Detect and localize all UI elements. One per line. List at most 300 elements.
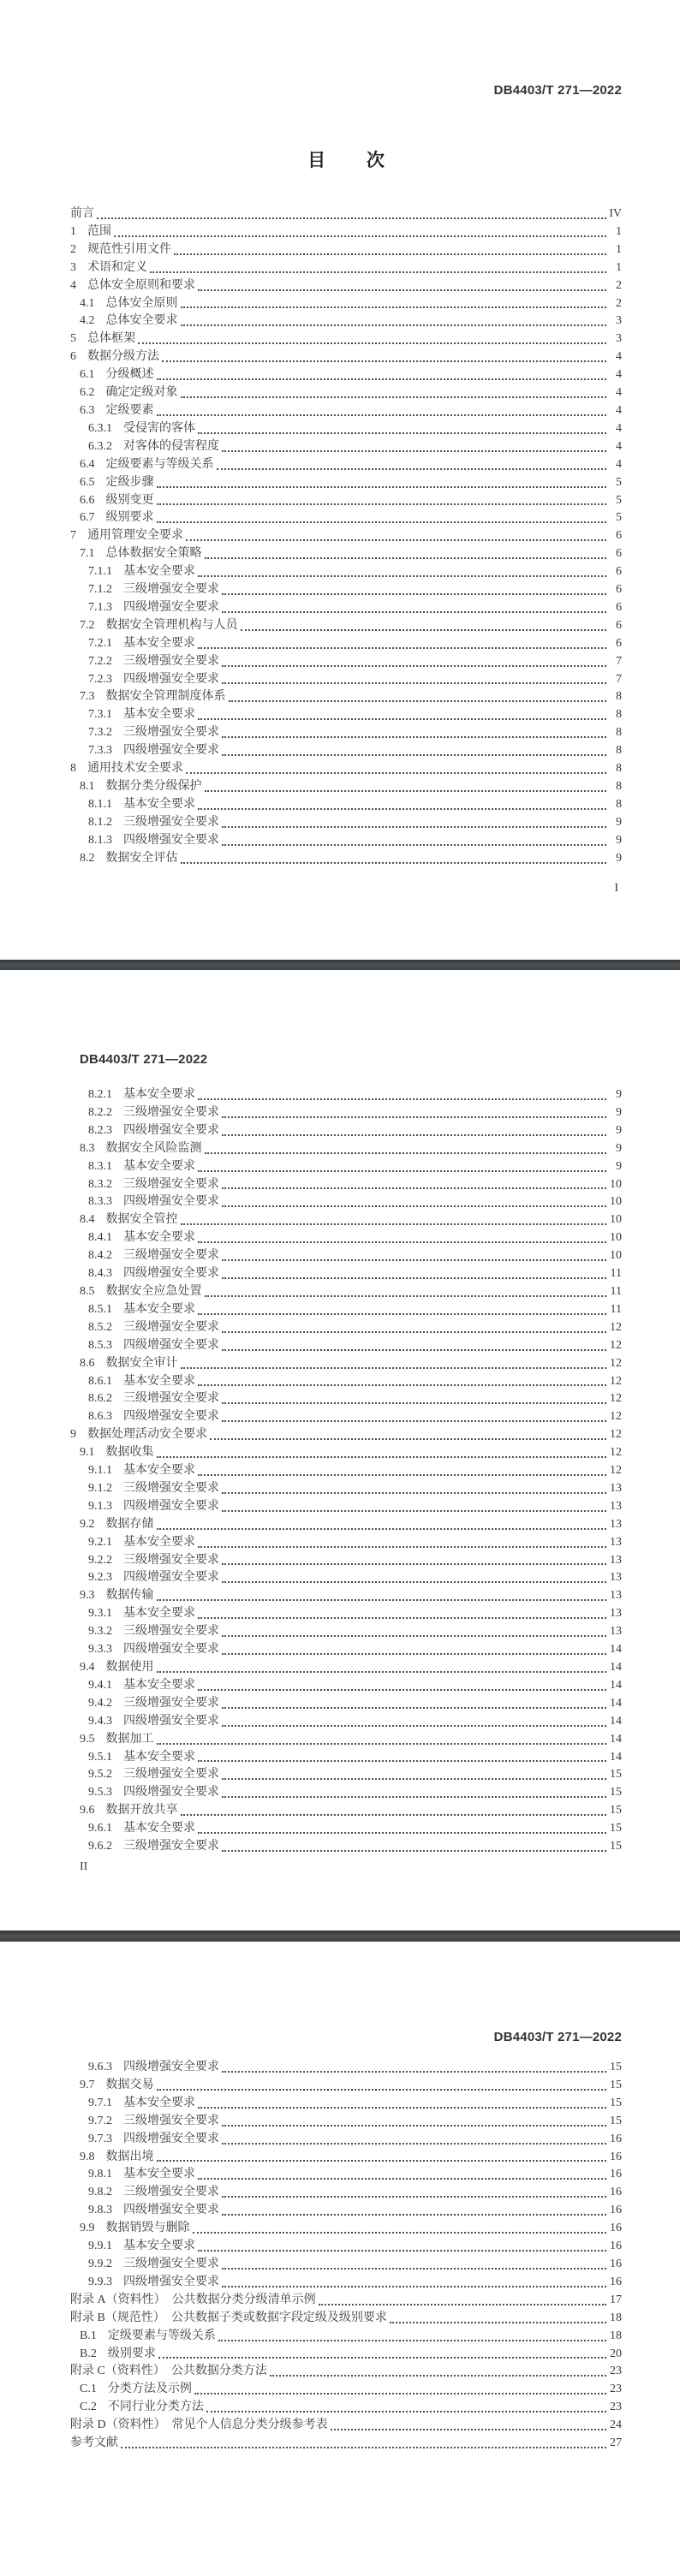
toc-entry-page: 11 <box>610 1267 622 1281</box>
toc-entry[interactable] <box>70 2220 622 2238</box>
toc-entry-page: 13 <box>610 1553 622 1567</box>
toc-entry-label: 数据收集 <box>105 1446 154 1460</box>
toc-leader-dots <box>319 2304 606 2305</box>
toc-entry-number: 6.6 <box>80 493 95 507</box>
toc-leader-dots <box>158 2357 606 2359</box>
toc-entry-number: 4 <box>70 278 76 292</box>
toc-entry[interactable] <box>70 545 622 563</box>
toc-entry[interactable] <box>70 2113 622 2131</box>
toc-entry[interactable] <box>70 384 622 402</box>
toc-entry[interactable] <box>70 1086 622 1104</box>
toc-entry-number: 9.5.1 <box>88 1750 112 1764</box>
toc-entry-number: 9.5.2 <box>88 1768 112 1782</box>
toc-entry[interactable] <box>70 671 622 689</box>
toc-entry-page: 15 <box>610 2061 622 2073</box>
toc-entry-label: 附录 A（资料性） 公共数据分类分级清单示例 <box>70 2293 316 2306</box>
toc-entry[interactable] <box>70 778 622 796</box>
toc-entry[interactable] <box>70 2346 622 2364</box>
toc-entry[interactable] <box>70 760 622 778</box>
toc-leader-dots <box>198 1098 606 1100</box>
toc-entry-page: 10 <box>610 1231 622 1245</box>
toc-entry-page: 8 <box>616 797 622 811</box>
toc-leader-dots <box>186 539 606 541</box>
toc-leader-dots <box>198 2107 606 2109</box>
toc-leader-dots <box>222 1116 606 1118</box>
toc-entry[interactable] <box>70 295 622 313</box>
toc-entry-number: B.2 <box>80 2347 97 2360</box>
toc-leader-dots <box>222 1796 606 1798</box>
toc-entry[interactable] <box>70 1677 622 1695</box>
toc-entry[interactable] <box>70 1820 622 1838</box>
toc-entry[interactable] <box>70 492 622 510</box>
toc-entry[interactable] <box>70 1534 622 1552</box>
toc-leader-dots <box>181 862 607 864</box>
toc-entry-page: 13 <box>610 1535 622 1549</box>
toc-entry-number: 8.1 <box>80 780 95 793</box>
toc-entry[interactable] <box>70 2095 622 2113</box>
toc-entry[interactable] <box>70 2077 622 2095</box>
toc-entry[interactable] <box>70 1516 622 1534</box>
toc-entry-number: 9.1 <box>80 1446 95 1460</box>
toc-entry[interactable] <box>70 474 622 492</box>
toc-entry-number: 9.1.3 <box>88 1499 112 1513</box>
toc-list <box>70 2059 622 2453</box>
toc-entry-number: B.1 <box>80 2329 97 2342</box>
toc-leader-dots <box>222 2143 606 2145</box>
toc-entry-number: 9.9 <box>80 2222 95 2235</box>
toc-leader-dots <box>114 235 606 237</box>
toc-entry-page: 13 <box>610 1589 622 1603</box>
page-number: II <box>80 1860 88 1873</box>
toc-entry[interactable] <box>70 617 622 635</box>
toc-entry[interactable] <box>70 581 622 599</box>
toc-entry[interactable] <box>70 2256 622 2274</box>
toc-entry-number: 9.2.1 <box>88 1535 112 1549</box>
toc-entry-page: 11 <box>610 1302 622 1316</box>
toc-entry[interactable] <box>70 1229 622 1247</box>
toc-entry[interactable] <box>70 1802 622 1820</box>
toc-leader-dots <box>206 2411 606 2412</box>
toc-leader-dots <box>222 611 606 613</box>
toc-entry-page: 13 <box>610 1607 622 1621</box>
toc-entry-page: 16 <box>610 2257 622 2270</box>
toc-entry-label: 四级增强安全要求 <box>123 1267 219 1281</box>
toc-entry[interactable] <box>70 1337 622 1355</box>
toc-entry-page: 16 <box>610 2150 622 2163</box>
toc-leader-dots <box>222 665 606 667</box>
toc-entry[interactable] <box>70 2184 622 2202</box>
toc-entry-label: 定级要素 <box>105 403 154 417</box>
toc-entry-number: 7.1.1 <box>88 565 112 579</box>
toc-entry-number: 9.3.3 <box>88 1643 112 1657</box>
toc-leader-dots <box>181 396 607 398</box>
toc-entry-number: 9.1.1 <box>88 1464 112 1478</box>
toc-entry-label: 三级增强安全要求 <box>123 2186 219 2199</box>
toc-entry[interactable] <box>70 814 622 832</box>
toc-entry[interactable] <box>70 1265 622 1283</box>
toc-entry[interactable] <box>70 1283 622 1301</box>
toc-entry[interactable] <box>70 1390 622 1408</box>
toc-entry[interactable] <box>70 832 622 850</box>
toc-entry-label: 四级增强安全要求 <box>123 1714 219 1728</box>
toc-entry-number: 6.1 <box>80 368 95 382</box>
toc-entry-page: 18 <box>610 2311 622 2324</box>
toc-entry-page: 13 <box>610 1481 622 1495</box>
toc-entry-label: 分类方法及示例 <box>107 2383 192 2396</box>
toc-leader-dots <box>222 450 606 452</box>
toc-entry-page: 9 <box>616 1088 622 1101</box>
toc-entry[interactable] <box>70 509 622 527</box>
toc-entry[interactable] <box>70 1838 622 1856</box>
toc-leader-dots <box>186 772 606 774</box>
toc-entry-page: 4 <box>616 421 622 435</box>
toc-leader-dots <box>198 1832 606 1834</box>
toc-entry[interactable] <box>70 1176 622 1194</box>
toc-leader-dots <box>222 1205 606 1207</box>
toc-entry[interactable] <box>70 1462 622 1480</box>
toc-entry-number: 7.3.2 <box>88 726 112 740</box>
toc-entry-label: 总体安全原则 <box>105 296 178 310</box>
toc-entry[interactable] <box>70 1122 622 1140</box>
toc-entry-page: 10 <box>610 1213 622 1227</box>
toc-entry-page: 9 <box>616 1123 622 1137</box>
toc-entry[interactable] <box>70 1444 622 1462</box>
toc-entry[interactable] <box>70 688 622 706</box>
toc-entry-page: 1 <box>616 260 622 274</box>
toc-entry-label: 四级增强安全要求 <box>123 672 219 686</box>
toc-entry-number: 8.2 <box>80 851 95 865</box>
toc-entry-page: 3 <box>616 314 622 328</box>
toc-entry[interactable] <box>70 1695 622 1713</box>
toc-entry[interactable] <box>70 527 622 545</box>
toc-entry[interactable] <box>70 2363 622 2381</box>
toc-entry-page: IV <box>609 207 622 220</box>
toc-entry-page: 16 <box>610 2168 622 2181</box>
toc-entry[interactable] <box>70 2149 622 2167</box>
toc-entry-label: 级别要求 <box>107 2347 156 2360</box>
toc-entry[interactable] <box>70 1749 622 1767</box>
page-header-standard-number: DB4403/T 271—2022 <box>493 2030 622 2044</box>
toc-entry-label: 三级增强安全要求 <box>123 1553 219 1567</box>
toc-entry[interactable] <box>70 1319 622 1337</box>
toc-entry-page: 10 <box>610 1195 622 1209</box>
toc-entry-number: 9.7.3 <box>88 2132 112 2145</box>
toc-leader-dots <box>270 2375 606 2377</box>
toc-entry-page: 5 <box>616 511 622 525</box>
toc-entry-page: 16 <box>610 2222 622 2235</box>
toc-leader-dots <box>181 1367 607 1369</box>
toc-entry-page: 23 <box>610 2365 622 2378</box>
toc-entry-label: 三级增强安全要求 <box>123 1392 219 1406</box>
toc-leader-dots <box>157 1456 607 1458</box>
toc-entry-label: 总体安全原则和要求 <box>87 278 195 292</box>
toc-entry-label: 基本安全要求 <box>123 1159 195 1173</box>
toc-entry-label: 基本安全要求 <box>123 1678 195 1692</box>
toc-entry[interactable] <box>70 438 622 456</box>
toc-entry-page: 12 <box>610 1392 622 1406</box>
toc-entry[interactable] <box>70 1211 622 1229</box>
toc-entry-page: 12 <box>610 1356 622 1370</box>
toc-entry[interactable] <box>70 635 622 653</box>
toc-entry-number: 8.4.3 <box>88 1267 112 1281</box>
toc-entry-label: 三级增强安全要求 <box>123 1249 219 1263</box>
toc-entry-page: 8 <box>616 726 622 740</box>
toc-entry-page: 14 <box>610 1750 622 1764</box>
toc-entry[interactable] <box>70 1587 622 1605</box>
toc-leader-dots <box>157 2160 607 2162</box>
toc-entry-number: 9.7.1 <box>88 2096 112 2109</box>
toc-entry-label: 总体框架 <box>87 332 135 346</box>
toc-leader-dots <box>222 1349 606 1351</box>
toc-entry[interactable] <box>70 456 622 474</box>
toc-entry-page: 16 <box>610 2186 622 2199</box>
toc-entry-label: 四级增强安全要求 <box>123 1123 219 1137</box>
toc-entry[interactable] <box>70 1552 622 1570</box>
toc-entry[interactable] <box>70 2381 622 2399</box>
toc-entry-label: 四级增强安全要求 <box>123 833 219 847</box>
toc-entry-label: 数据存储 <box>105 1517 154 1531</box>
toc-entry[interactable] <box>70 277 622 295</box>
toc-leader-dots <box>157 414 607 416</box>
toc-entry-label: 基本安全要求 <box>123 1374 195 1388</box>
toc-entry-label: 基本安全要求 <box>123 2240 195 2253</box>
toc-entry-number: 6.5 <box>80 475 95 489</box>
toc-entry-number: 8.3 <box>80 1141 95 1155</box>
toc-leader-dots <box>198 1617 606 1619</box>
toc-entry[interactable] <box>70 563 622 581</box>
toc-entry-page: 14 <box>610 1732 622 1746</box>
toc-entry-number: 3 <box>70 260 76 274</box>
toc-leader-dots <box>222 1259 606 1261</box>
toc-entry-label: 四级增强安全要求 <box>123 1338 219 1352</box>
toc-entry[interactable] <box>70 1408 622 1426</box>
toc-entry-page: 6 <box>616 565 622 579</box>
page-header-standard-number: DB4403/T 271—2022 <box>493 83 622 98</box>
toc-entry[interactable] <box>70 1731 622 1749</box>
toc-entry-label: 数据加工 <box>105 1732 154 1746</box>
toc-entry[interactable] <box>70 223 622 241</box>
toc-entry[interactable] <box>70 312 622 330</box>
toc-leader-dots <box>222 682 606 684</box>
toc-entry-label: 确定定级对象 <box>105 386 178 400</box>
toc-entry-label: 三级增强安全要求 <box>123 1840 219 1853</box>
toc-entry[interactable] <box>70 2292 622 2310</box>
toc-entry-label: 三级增强安全要求 <box>123 1696 219 1710</box>
toc-entry[interactable] <box>70 1355 622 1373</box>
toc-entry[interactable] <box>70 1301 622 1319</box>
toc-entry-number: 8.1.3 <box>88 833 112 847</box>
toc-entry-number: 6.4 <box>80 457 95 471</box>
toc-entry[interactable] <box>70 2202 622 2220</box>
toc-entry[interactable] <box>70 330 622 348</box>
toc-entry[interactable] <box>70 1605 622 1623</box>
toc-leader-dots <box>222 1492 606 1494</box>
toc-entry-number: 8.2.1 <box>88 1088 112 1101</box>
toc-leader-dots <box>205 1152 607 1154</box>
toc-entry[interactable] <box>70 2417 622 2435</box>
toc-entry-number: 7.2.3 <box>88 672 112 686</box>
toc-entry-label: 数据安全评估 <box>105 851 178 865</box>
toc-entry-number: 8.4.2 <box>88 1249 112 1263</box>
toc-leader-dots <box>198 432 606 434</box>
toc-entry[interactable] <box>70 1713 622 1731</box>
toc-entry-number: 6.7 <box>80 511 95 525</box>
toc-entry-number: 8.5 <box>80 1284 95 1298</box>
toc-entry[interactable] <box>70 1480 622 1498</box>
toc-entry-page: 14 <box>610 1696 622 1710</box>
toc-entry[interactable] <box>70 1373 622 1391</box>
toc-leader-dots <box>222 1510 606 1512</box>
toc-entry[interactable] <box>70 2310 622 2328</box>
toc-entry[interactable] <box>70 420 622 438</box>
toc-entry[interactable] <box>70 742 622 760</box>
toc-entry[interactable] <box>70 724 622 742</box>
toc-entry-label: 四级增强安全要求 <box>123 1410 219 1424</box>
toc-entry-number: 9.8.2 <box>88 2186 112 2199</box>
toc-entry-page: 16 <box>610 2132 622 2145</box>
toc-entry[interactable] <box>70 2238 622 2256</box>
toc-entry[interactable] <box>70 1498 622 1516</box>
toc-entry[interactable] <box>70 1623 622 1641</box>
toc-entry-page: 9 <box>616 815 622 829</box>
toc-entry[interactable] <box>70 2435 622 2453</box>
toc-entry-label: 不同行业分类方法 <box>107 2400 204 2414</box>
toc-entry-page: 12 <box>610 1464 622 1478</box>
toc-entry[interactable] <box>70 1247 622 1265</box>
toc-entry[interactable] <box>70 2399 622 2417</box>
toc-entry[interactable] <box>70 1193 622 1211</box>
toc-entry[interactable] <box>70 599 622 617</box>
toc-entry-page: 14 <box>610 1661 622 1674</box>
toc-entry[interactable] <box>70 2131 622 2149</box>
toc-entry-number: 8.3.1 <box>88 1159 112 1173</box>
toc-entry-page: 9 <box>616 1141 622 1155</box>
toc-entry-number: 7.2 <box>80 618 95 632</box>
toc-entry[interactable] <box>70 706 622 724</box>
page-number: I <box>614 882 618 895</box>
toc-leader-dots <box>150 271 606 273</box>
toc-entry[interactable] <box>70 1140 622 1158</box>
toc-entry-page: 14 <box>610 1714 622 1728</box>
toc-leader-dots <box>222 593 606 595</box>
toc-entry[interactable] <box>70 366 622 384</box>
toc-entry-label: 基本安全要求 <box>123 1464 195 1478</box>
toc-entry-label: 基本安全要求 <box>123 565 195 579</box>
toc-entry[interactable] <box>70 850 622 868</box>
toc-entry-number: C.2 <box>80 2400 97 2414</box>
toc-entry-number: 9.9.3 <box>88 2275 112 2288</box>
toc-leader-dots <box>198 718 606 720</box>
toc-entry-number: 8.2.2 <box>88 1105 112 1119</box>
toc-entry[interactable] <box>70 2059 622 2077</box>
toc-entry[interactable] <box>70 402 622 420</box>
toc-entry[interactable] <box>70 2274 622 2292</box>
toc-entry-page: 12 <box>610 1374 622 1388</box>
toc-entry[interactable] <box>70 1158 622 1176</box>
toc-entry-label: 三级增强安全要求 <box>123 1177 219 1191</box>
toc-entry[interactable] <box>70 1641 622 1659</box>
toc-entry-number: 9.3.2 <box>88 1625 112 1639</box>
toc-entry[interactable] <box>70 241 622 259</box>
toc-entry-number: 8.1.1 <box>88 797 112 811</box>
toc-entry-page: 1 <box>616 242 622 256</box>
toc-entry-page: 4 <box>616 386 622 400</box>
toc-entry[interactable] <box>70 796 622 814</box>
toc-leader-dots <box>222 1187 606 1189</box>
toc-entry-number: 8.3.2 <box>88 1177 112 1191</box>
toc-entry-number: 5 <box>70 332 76 346</box>
toc-entry-label: 级别要求 <box>105 511 154 525</box>
toc-leader-dots <box>222 2125 606 2127</box>
toc-entry[interactable] <box>70 1104 622 1122</box>
toc-entry[interactable] <box>70 1426 622 1444</box>
toc-entry-label: 数据传输 <box>105 1589 154 1603</box>
toc-page-2 <box>0 970 680 1931</box>
toc-entry-number: 8.5.3 <box>88 1338 112 1352</box>
toc-leader-dots <box>162 360 606 362</box>
toc-entry-page: 15 <box>610 2096 622 2109</box>
page-separator <box>0 960 680 970</box>
toc-entry-number: 9.2.2 <box>88 1553 112 1567</box>
toc-leader-dots <box>198 1313 606 1315</box>
toc-entry-label: 三级增强安全要求 <box>123 1625 219 1639</box>
toc-entry[interactable] <box>70 205 622 223</box>
toc-page-1 <box>0 0 680 960</box>
toc-entry-number: 8.4 <box>80 1213 95 1227</box>
toc-entry-page: 3 <box>616 332 622 346</box>
toc-entry[interactable] <box>70 1766 622 1784</box>
toc-entry-label: 数据使用 <box>105 1661 154 1674</box>
toc-entry[interactable] <box>70 348 622 366</box>
toc-entry-page: 10 <box>610 1249 622 1263</box>
toc-entry-number: 6.3 <box>80 403 95 417</box>
toc-entry[interactable] <box>70 1659 622 1677</box>
toc-entry-number: 8.6 <box>80 1356 95 1370</box>
toc-entry-label: 三级增强安全要求 <box>123 1481 219 1495</box>
toc-entry-page: 13 <box>610 1499 622 1513</box>
toc-entry-label: 基本安全要求 <box>123 1535 195 1549</box>
toc-entry-label: 附录 C（资料性） 公共数据分类方法 <box>70 2365 267 2378</box>
toc-leader-dots <box>205 557 607 559</box>
toc-entry[interactable] <box>70 259 622 277</box>
toc-entry[interactable] <box>70 1569 622 1587</box>
toc-entry-page: 9 <box>616 1105 622 1119</box>
toc-entry-label: 基本安全要求 <box>123 708 195 722</box>
toc-entry-label: 数据出境 <box>105 2150 154 2163</box>
toc-leader-dots <box>222 2196 606 2198</box>
toc-leader-dots <box>222 2268 606 2270</box>
toc-entry[interactable] <box>70 2328 622 2346</box>
toc-entry[interactable] <box>70 653 622 671</box>
toc-leader-dots <box>198 2250 606 2252</box>
toc-leader-dots <box>331 2429 606 2430</box>
toc-entry-label: 定级步骤 <box>105 475 154 489</box>
toc-entry-number: 9.4 <box>80 1661 95 1674</box>
toc-entry-label: 受侵害的客体 <box>123 421 195 435</box>
toc-entry-number: 6.3.1 <box>88 421 112 435</box>
toc-entry-number: 6 <box>70 350 76 364</box>
toc-entry[interactable] <box>70 2166 622 2184</box>
toc-entry-number: 7.2.2 <box>88 654 112 668</box>
toc-entry-number: 9.8 <box>80 2150 95 2163</box>
toc-entry-label: 基本安全要求 <box>123 1302 195 1316</box>
toc-leader-dots <box>205 790 607 792</box>
toc-entry-label: 三级增强安全要求 <box>123 2114 219 2127</box>
toc-leader-dots <box>157 521 607 523</box>
toc-leader-dots <box>157 1528 607 1530</box>
toc-leader-dots <box>181 1223 607 1225</box>
toc-entry[interactable] <box>70 1784 622 1802</box>
